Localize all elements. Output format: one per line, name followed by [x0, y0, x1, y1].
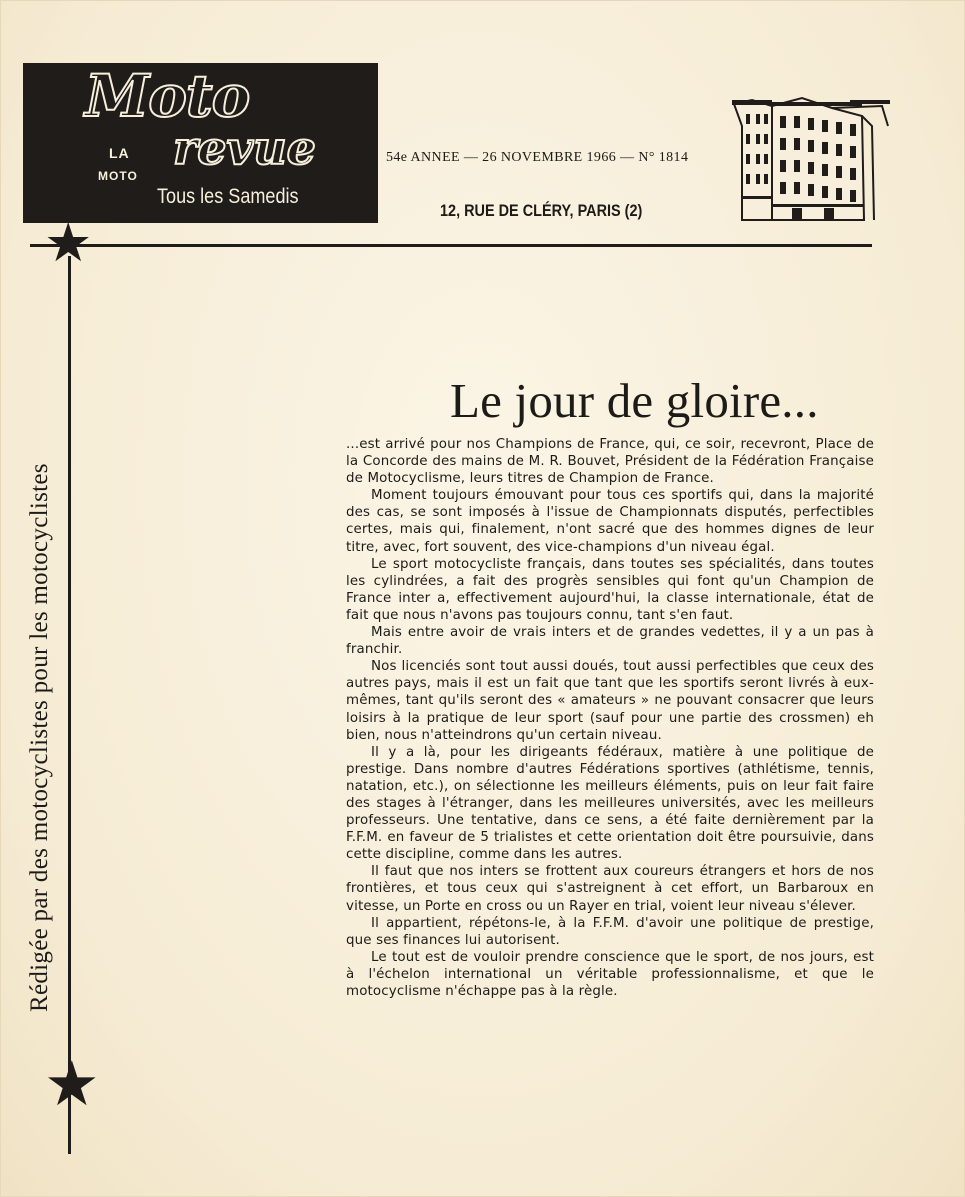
- logo-la: LA: [109, 145, 130, 161]
- article-paragraph: Le sport motocycliste français, dans toutes ses spécialités, dans toutes les cylindrées, a fait des progrès sensibles qui font qu'un Champion de France inter a, effectivement aujourd'hui, la classe internationale, état de fait que nous n'avons pas toujours connu, tant s'en faut.: [346, 556, 874, 623]
- article-paragraph: Il faut que nos inters se frottent aux coureurs étrangers et hors de nos frontières, et tous ceux qui s'astreignent à cet effort, un Barbaroux en vitesse, un Porte en cross ou un Rayer en trial, voient leur niveau s'élever.: [346, 864, 874, 914]
- logo-word-revue: revue: [173, 121, 316, 175]
- masthead-logo: [23, 63, 378, 223]
- logo-word-moto: Moto: [85, 63, 250, 130]
- publisher-address: 12, RUE DE CLÉRY, PARIS (2): [440, 201, 643, 220]
- issue-line: 54e ANNEE — 26 NOVEMBRE 1966 — N° 1814: [386, 150, 689, 165]
- article-paragraph: Il y a là, pour les dirigeants fédéraux, matière à une politique de prestige. Dans nombre d'autres Fédérations sportives (athlétisme, tennis, natation, etc.), on sélectionne les meilleurs éléments, puis on leur fait faire des stages à l'étranger, dans les meilleures universités, avec les meilleurs professeurs. Une tentative, dans ce sens, a été faite dernièrement par la F.F.M. en faveur de 5 trialistes et cette orientation doit être poursuivie, dans cette discipline, comme dans les autres.: [346, 744, 874, 863]
- article-paragraph: Le tout est de vouloir prendre conscience que le sport, de nos jours, est à l'échelon international un véritable professionnalisme, et que le motocyclisme n'échappe pas à la règle.: [346, 949, 874, 999]
- masthead-tagline: Tous les Samedis: [157, 185, 299, 208]
- star-ornament-icon: ★: [44, 211, 93, 274]
- article-paragraph: Il appartient, répétons-le, à la F.F.M. d'avoir une politique de prestige, que ses finances lui autorisent.: [346, 915, 874, 948]
- logo-moto-small: MOTO: [98, 169, 138, 183]
- sidebar-slogan: Rédigée par des motocyclistes pour les motocyclistes: [26, 463, 53, 1012]
- star-ornament-icon: ★: [44, 1047, 100, 1120]
- sidebar-rule: [68, 256, 71, 1154]
- article-paragraph: Nos licenciés sont tout aussi doués, tout aussi perfectibles que ceux des autres pays, mais il est un fait que tant que les sportifs seront livrés à eux-mêmes, tant qu'ils seront des « amateurs » ne pouvant consacrer que leurs loisirs à la pratique de leur sport (sauf pour une partie des crossmen) eh bien, nous n'atteindrons qu'un certain niveau.: [346, 659, 874, 743]
- header-rule: [30, 244, 872, 247]
- article-body: [346, 436, 874, 1000]
- article-paragraph: ...est arrivé pour nos Champions de France, qui, ce soir, recevront, Place de la Concorde des mains de M. R. Bouvet, Président de la Fédération Française de Motocyclisme, leurs titres de Champion de France.: [346, 437, 874, 487]
- article-paragraph: Moment toujours émouvant pour tous ces sportifs qui, dans la majorité des cas, se sont imposés à l'issue de Championnats disputés, perfectibles certes, mais qui, finalement, n'ont sacré que des hommes dignes de leur titre, avec, fort souvent, des vice-champions d'un niveau égal.: [346, 488, 874, 555]
- article-paragraph: Mais entre avoir de vrais inters et de grandes vedettes, il y a un pas à franchir.: [346, 625, 874, 658]
- building-illustration: [732, 96, 892, 222]
- article-title: Le jour de gloire...: [450, 373, 819, 428]
